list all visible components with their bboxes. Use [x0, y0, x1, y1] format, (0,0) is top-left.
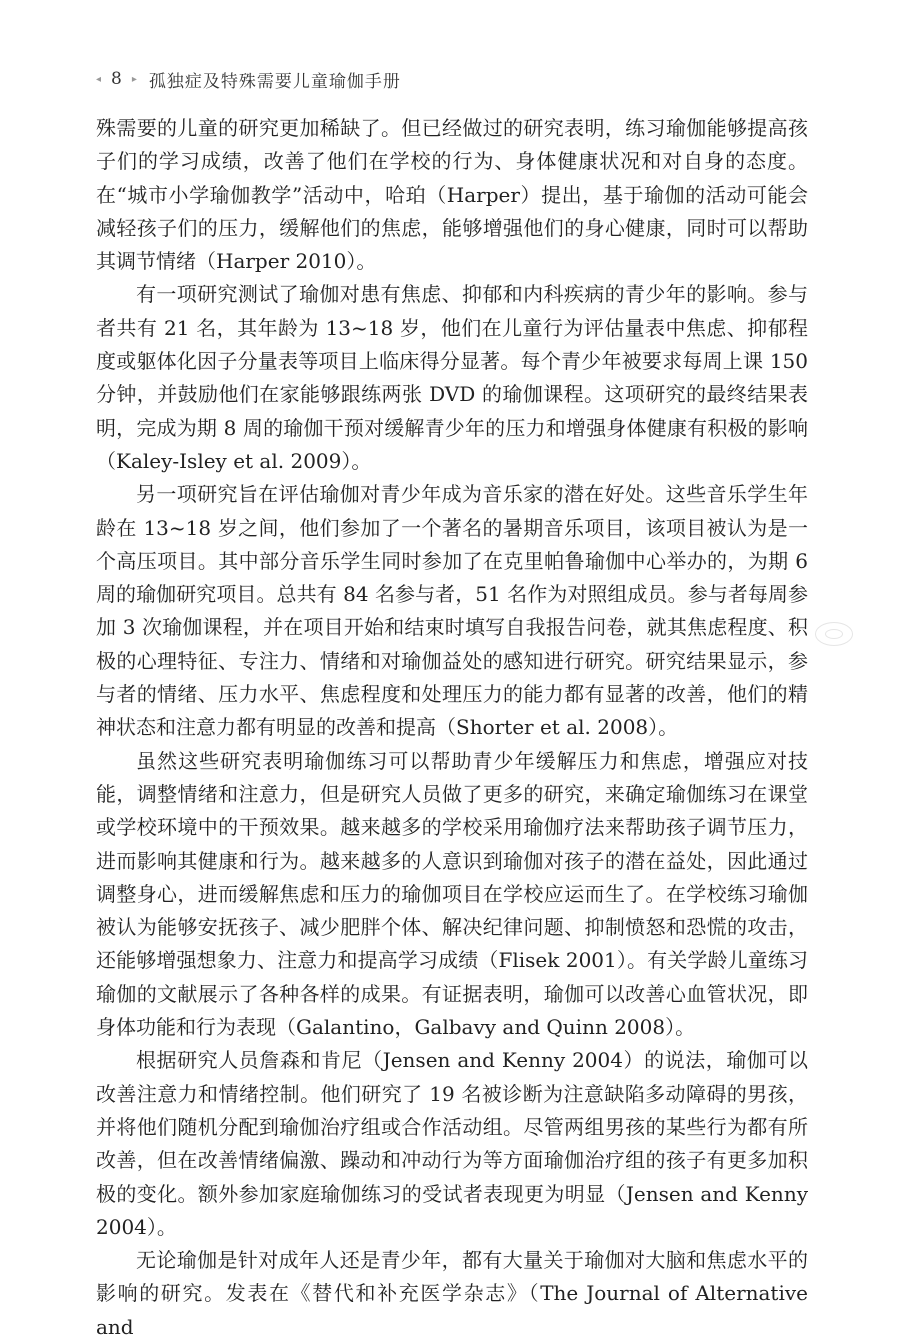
body-text — [96, 112, 808, 1344]
paragraph-3: 另一项研究旨在评估瑜伽对青少年成为音乐家的潜在好处。这些音乐学生年龄在 13~18 岁之间，他们参加了一个著名的暑期音乐项目，该项目被认为是一个高压项目。其中部分音乐学生同时参加了在克里帕鲁瑜伽中心举办的，为期 6 周的瑜伽研究项目。总共有 84 名参与者，51 名作为对照组成员。参与者每周参加 3 次瑜伽课程，并在项目开始和结束时填写自我报告问卷，就其焦虑程度、积极的心理特征、专注力、情绪和对瑜伽益处的感知进行研究。研究结果显示，参与者的情绪、压力水平、焦虑程度和处理压力的能力都有显著的改善，他们的精神状态和注意力都有明显的改善和提高（Shorter et al. 2008）。 — [96, 482, 808, 740]
watermark-icon — [815, 622, 853, 646]
right-arrow-icon: ▸ — [131, 73, 137, 85]
page-number: 8 — [111, 69, 122, 89]
book-title: 孤独症及特殊需要儿童瑜伽手册 — [148, 71, 401, 92]
paragraph-5: 根据研究人员詹森和肯尼（Jensen and Kenny 2004）的说法，瑜伽可以改善注意力和情绪控制。他们研究了 19 名被诊断为注意缺陷多动障碍的男孩，并将他们随机分配到瑜伽治疗组或合作活动组。尽管两组男孩的某些行为都有所改善，但在改善情绪偏激、躁动和冲动行为等方面瑜伽治疗组的孩子有更多加积极的变化。额外参加家庭瑜伽练习的受试者表现更为明显（Jensen and Kenny 2004）。 — [96, 1048, 808, 1239]
paragraph-1: 殊需要的儿童的研究更加稀缺了。但已经做过的研究表明，练习瑜伽能够提高孩子们的学习成绩，改善了他们在学校的行为、身体健康状况和对自身的态度。在“城市小学瑜伽教学”活动中，哈珀（Harper）提出，基于瑜伽的活动可能会减轻孩子们的压力，缓解他们的焦虑，能够增强他们的身心健康，同时可以帮助其调节情绪（Harper 2010）。 — [96, 116, 808, 274]
paragraph-6: 无论瑜伽是针对成年人还是青少年，都有大量关于瑜伽对大脑和焦虑水平的影响的研究。发表在《替代和补充医学杂志》（The Journal of Alternative and — [96, 1248, 808, 1339]
running-header — [96, 66, 401, 92]
paragraph-4: 虽然这些研究表明瑜伽练习可以帮助青少年缓解压力和焦虑，增强应对技能，调整情绪和注意力，但是研究人员做了更多的研究，来确定瑜伽练习在课堂或学校环境中的干预效果。越来越多的学校采用瑜伽疗法来帮助孩子调节压力，进而影响其健康和行为。越来越多的人意识到瑜伽对孩子的潜在益处，因此通过调整身心，进而缓解焦虑和压力的瑜伽项目在学校应运而生了。在学校练习瑜伽被认为能够安抚孩子、减少肥胖个体、解决纪律问题、抑制愤怒和恐慌的攻击，还能够增强想象力、注意力和提高学习成绩（Flisek 2001）。有关学龄儿童练习瑜伽的文献展示了各种各样的成果。有证据表明，瑜伽可以改善心血管状况，即身体功能和行为表现（Galantino，Galbavy and Quinn 2008）。 — [96, 748, 808, 1040]
paragraph-2: 有一项研究测试了瑜伽对患有焦虑、抑郁和内科疾病的青少年的影响。参与者共有 21 名，其年龄为 13~18 岁，他们在儿童行为评估量表中焦虑、抑郁程度或躯体化因子分量表等项目上临床得分显著。每个青少年被要求每周上课 150 分钟，并鼓励他们在家能够跟练两张 DVD 的瑜伽课程。这项研究的最终结果表明，完成为期 8 周的瑜伽干预对缓解青少年的压力和增强身体健康有积极的影响（Kaley-Isley et al. 2009）。 — [96, 282, 808, 473]
left-arrow-icon: ◂ — [96, 73, 102, 85]
